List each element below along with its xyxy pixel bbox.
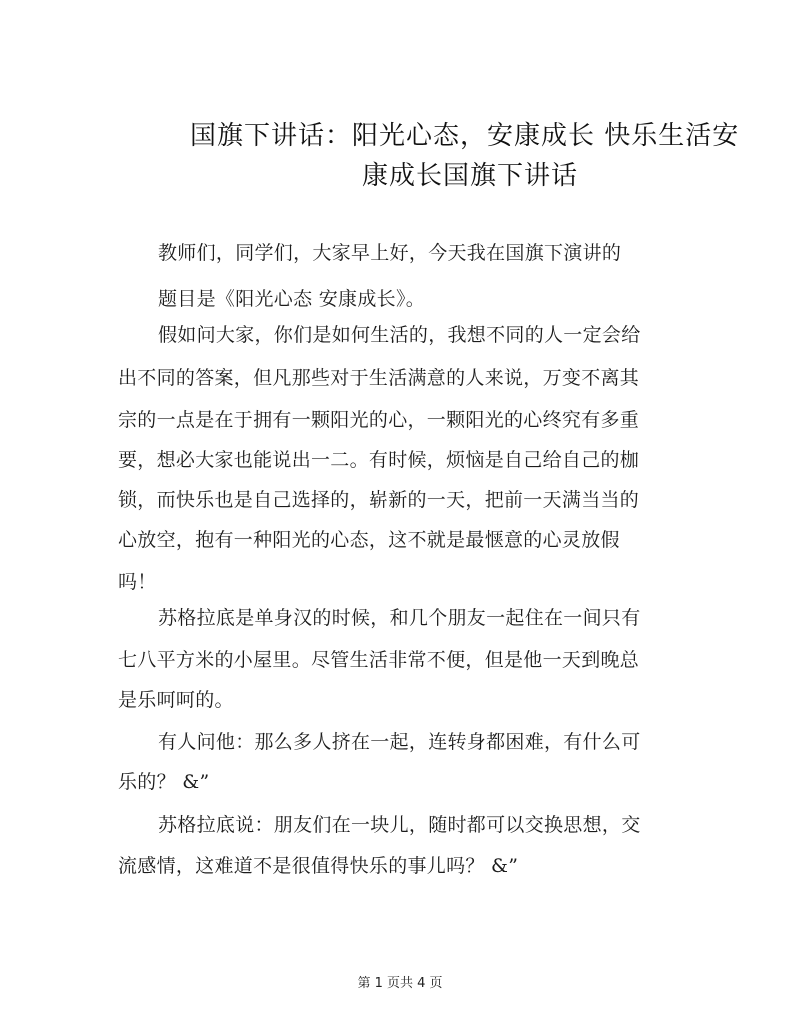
body-text-line: 七八平方米的小屋里。尽管生活非常不便，但是他一天到晚总 [118, 649, 640, 671]
body-text-line: 苏格拉底是单身汉的时候，和几个朋友一起住在一间只有 [158, 607, 641, 629]
page-number-footer: 第 1 页共 4 页 [357, 976, 443, 991]
body-text-line: 题目是《阳光心态 安康成长》。 [158, 288, 426, 310]
document-title-line-1: 国旗下讲话：阳光心态，安康成长 快乐生活安 [190, 121, 740, 151]
body-text-line: 假如问大家，你们是如何生活的，我想不同的人一定会给 [158, 324, 641, 346]
body-text-line: 出不同的答案，但凡那些对于生活满意的人来说，万变不离其 [118, 367, 640, 389]
body-text-line: 乐的？ &” [118, 771, 210, 793]
document-title-line-2: 康成长国旗下讲话 [362, 161, 579, 191]
body-text-line: 教师们，同学们，大家早上好，今天我在国旗下演讲的 [158, 242, 622, 264]
body-text-line: 是乐呵呵的。 [118, 689, 234, 711]
body-text-line: 锁，而快乐也是自己选择的，崭新的一天，把前一天满当当的 [118, 489, 640, 511]
body-text-line: 要，想必大家也能说出一二。有时候，烦恼是自己给自己的枷 [118, 449, 640, 471]
body-text-line: 有人问他：那么多人挤在一起，连转身都困难，有什么可 [158, 731, 641, 753]
body-text-line: 流感情，这难道不是很值得快乐的事儿吗？ &” [118, 855, 519, 877]
body-text-line: 苏格拉底说：朋友们在一块儿，随时都可以交换思想，交 [158, 814, 641, 836]
body-text-line: 宗的一点是在于拥有一颗阳光的心，一颗阳光的心终究有多重 [118, 409, 640, 431]
body-text-line: 心放空，抱有一种阳光的心态，这不就是最惬意的心灵放假 [118, 529, 620, 551]
body-text-line: 吗！ [118, 571, 157, 593]
